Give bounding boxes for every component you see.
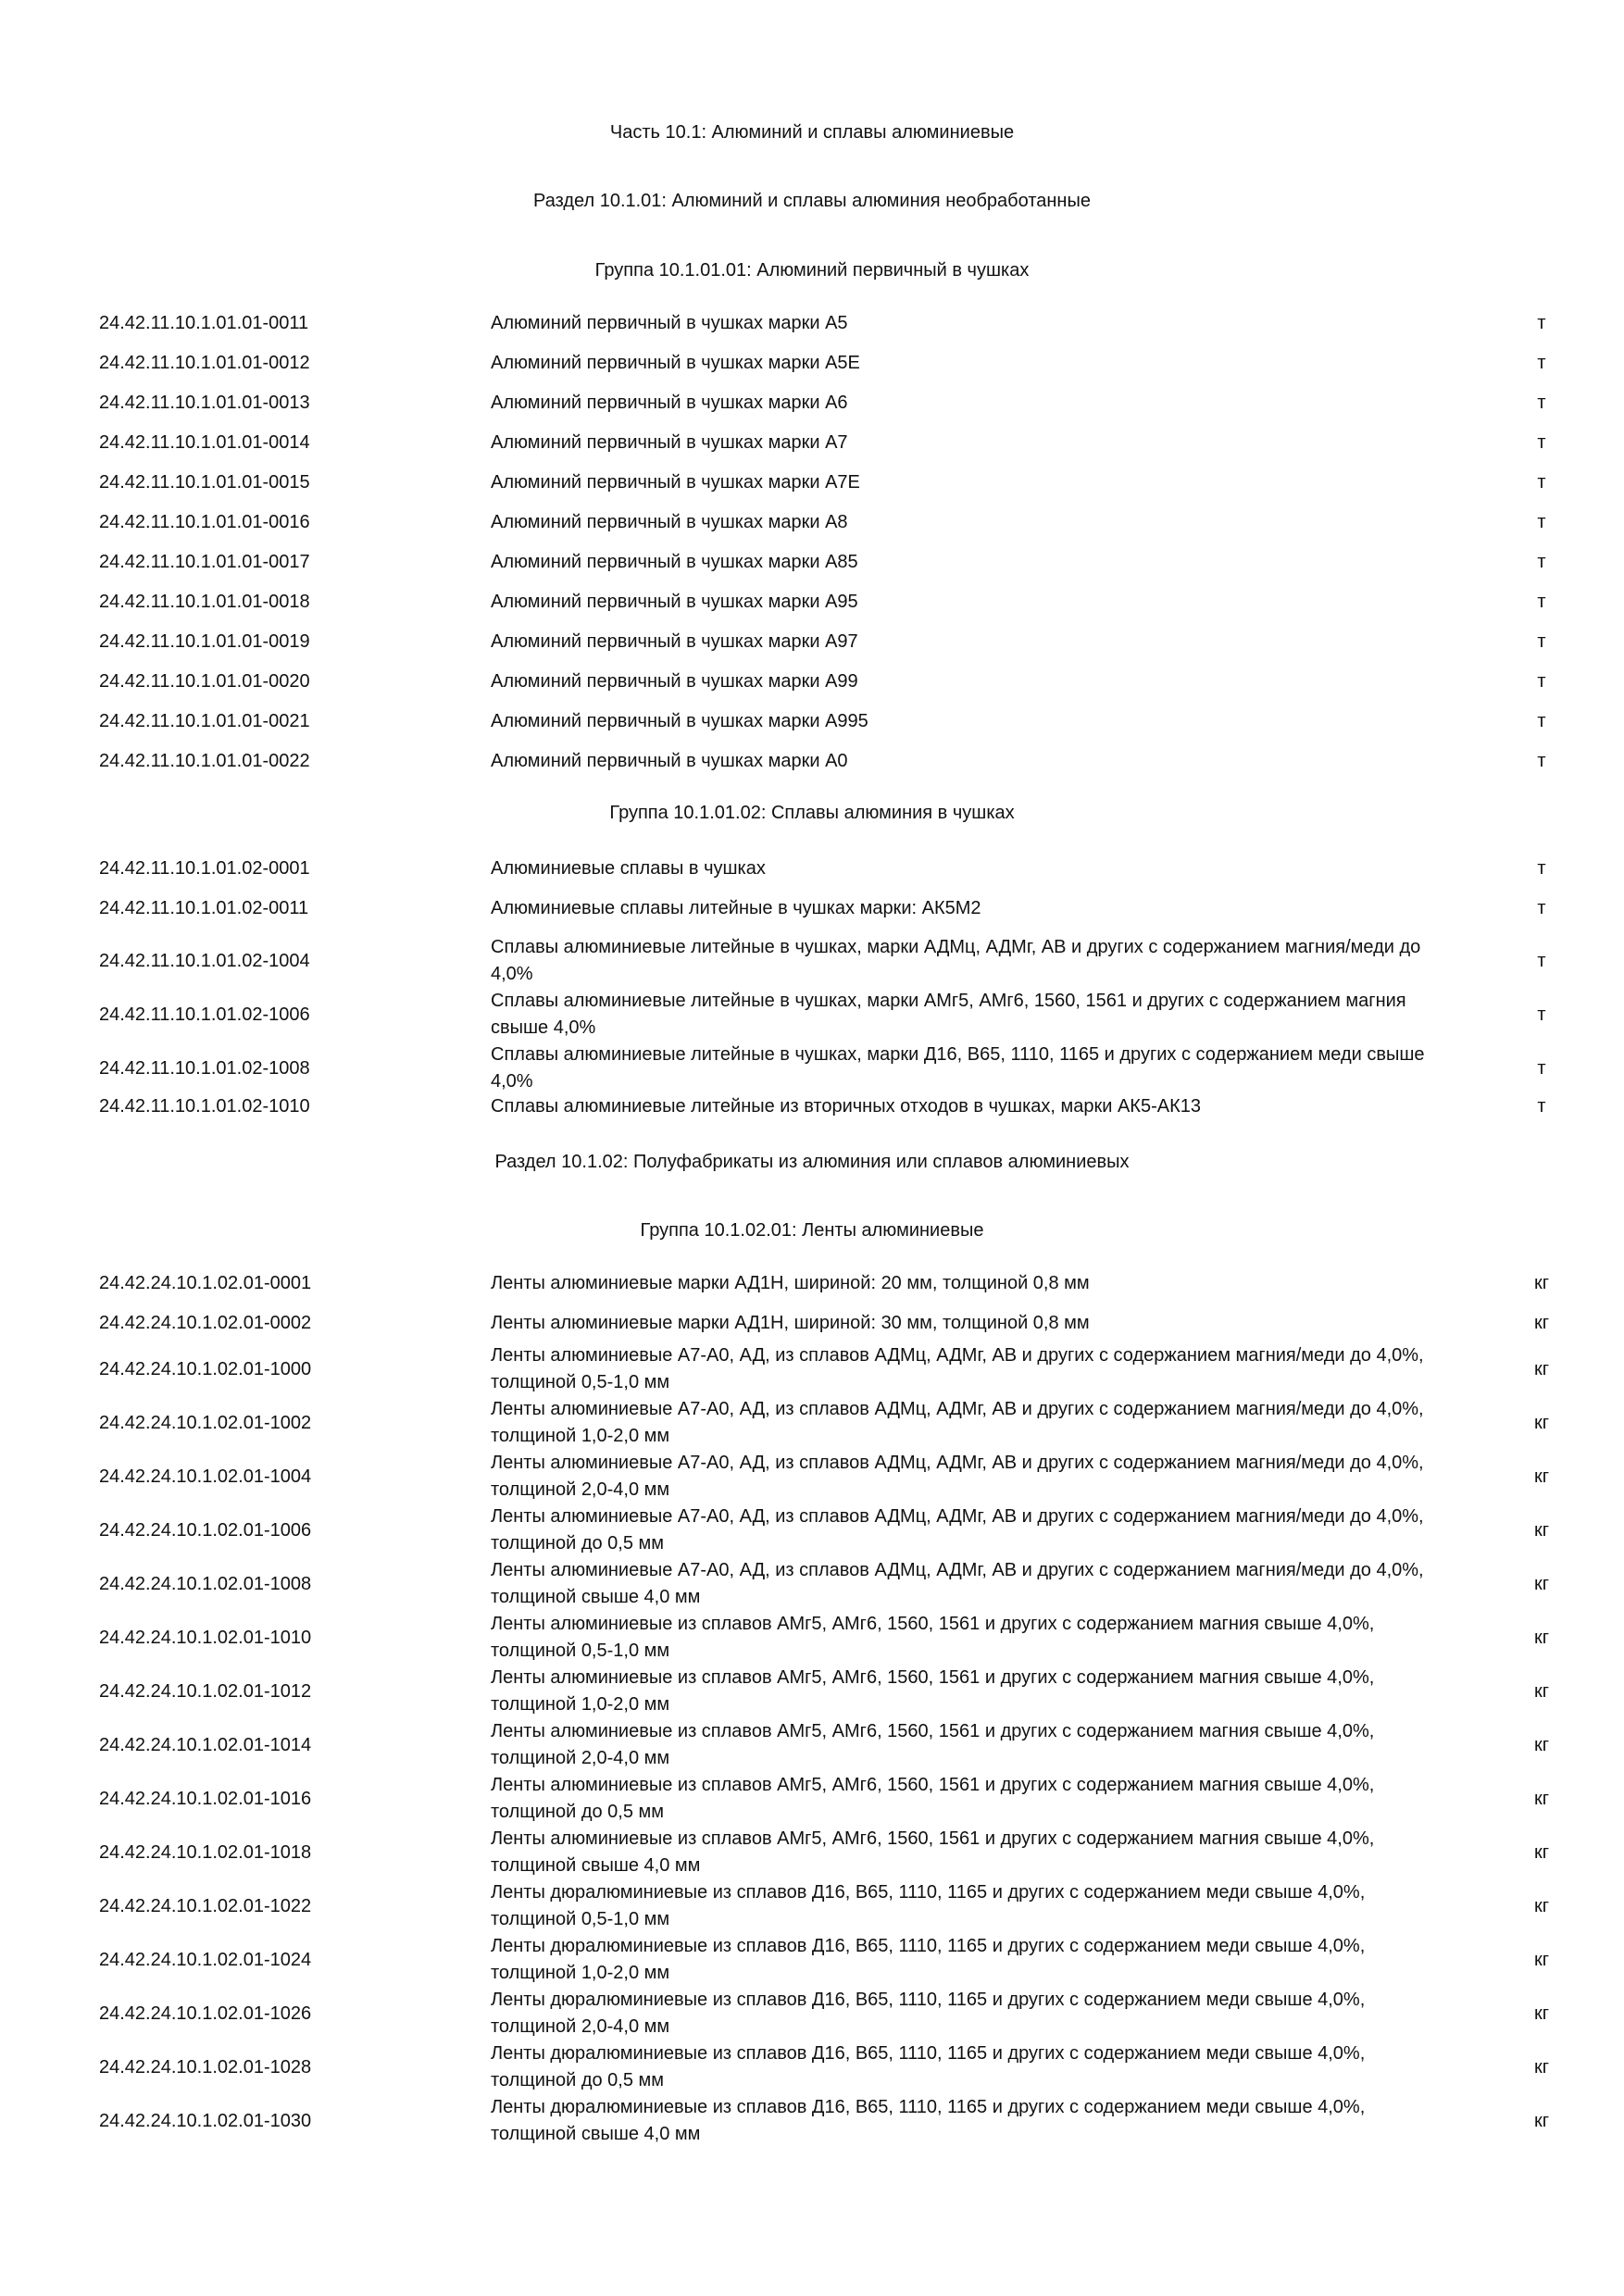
item-code: 24.42.11.10.1.01.02-1004 — [99, 951, 310, 971]
item-name: Ленты алюминиевые из сплавов АМг5, АМг6, 1560, 1561 и других с содержанием магния свыше 4,0%, толщиной до 0,5 мм — [491, 1775, 1375, 1822]
item-code: 24.42.24.10.1.02.01-1026 — [99, 2003, 312, 2024]
item-name: Алюминий первичный в чушках марки А8 — [491, 512, 848, 532]
item-unit: кг — [1533, 1574, 1550, 1594]
item-unit: т — [1537, 393, 1546, 413]
item-name: Сплавы алюминиевые литейные в чушках, марки АМг5, АМг6, 1560, 1561 и других с содержанием магния свыше 4,0% — [491, 991, 1406, 1038]
item-name: Ленты дюралюминиевые из сплавов Д16, В65, 1110, 1165 и других с содержанием меди свыше 4,0%, толщиной 2,0-4,0 мм — [491, 1990, 1366, 2037]
item-code: 24.42.24.10.1.02.01-1016 — [99, 1789, 312, 1809]
item-name: Ленты алюминиевые А7-А0, АД, из сплавов АДМц, АДМг, АВ и других с содержанием магния/меди до 4,0%, толщиной 0,5-1,0 мм — [491, 1345, 1424, 1392]
item-unit: кг — [1533, 1789, 1550, 1809]
item-name: Алюминий первичный в чушках марки А995 — [491, 711, 868, 731]
item-name: Алюминий первичный в чушках марки А0 — [491, 751, 848, 771]
item-code: 24.42.11.10.1.01.01-0013 — [99, 393, 310, 413]
item-unit: кг — [1533, 1842, 1550, 1863]
item-code: 24.42.24.10.1.02.01-1006 — [99, 1520, 312, 1541]
item-unit: т — [1537, 472, 1546, 493]
item-name: Ленты алюминиевые из сплавов АМг5, АМг6, 1560, 1561 и других с содержанием магния свыше 4,0%, толщиной 0,5-1,0 мм — [491, 1614, 1375, 1661]
item-unit: т — [1537, 313, 1546, 333]
item-unit: кг — [1533, 1466, 1550, 1487]
item-unit: т — [1537, 552, 1546, 572]
item-name: Ленты дюралюминиевые из сплавов Д16, В65, 1110, 1165 и других с содержанием меди свыше 4,0%, толщиной свыше 4,0 мм — [491, 2097, 1366, 2144]
item-code: 24.42.24.10.1.02.01-1004 — [99, 1466, 312, 1487]
item-name: Ленты алюминиевые из сплавов АМг5, АМг6, 1560, 1561 и других с содержанием магния свыше 4,0%, толщиной 2,0-4,0 мм — [491, 1721, 1375, 1768]
item-code: 24.42.11.10.1.01.01-0017 — [99, 552, 310, 572]
item-name: Алюминиевые сплавы литейные в чушках марки: АК5М2 — [491, 898, 981, 918]
item-name: Ленты алюминиевые марки АД1Н, шириной: 30 мм, толщиной 0,8 мм — [491, 1313, 1090, 1333]
item-code: 24.42.11.10.1.01.01-0016 — [99, 512, 310, 532]
item-name: Ленты алюминиевые из сплавов АМг5, АМг6, 1560, 1561 и других с содержанием магния свыше 4,0%, толщиной свыше 4,0 мм — [491, 1828, 1375, 1876]
item-unit: т — [1537, 592, 1546, 612]
item-name: Ленты алюминиевые из сплавов АМг5, АМг6, 1560, 1561 и других с содержанием магния свыше 4,0%, толщиной 1,0-2,0 мм — [491, 1667, 1375, 1715]
group-title: Группа 10.1.01.02: Сплавы алюминия в чушках — [609, 803, 1015, 823]
item-name: Алюминий первичный в чушках марки А95 — [491, 592, 858, 612]
item-name: Алюминий первичный в чушках марки А7Е — [491, 472, 860, 493]
item-code: 24.42.11.10.1.01.01-0022 — [99, 751, 310, 771]
item-unit: кг — [1533, 1628, 1550, 1648]
item-unit: т — [1537, 671, 1546, 692]
part-title: Часть 10.1: Алюминий и сплавы алюминиевые — [609, 122, 1015, 143]
item-name: Алюминий первичный в чушках марки А99 — [491, 671, 858, 692]
item-unit: кг — [1533, 1520, 1550, 1541]
item-name: Алюминий первичный в чушках марки А6 — [491, 393, 848, 413]
item-unit: кг — [1533, 2003, 1550, 2024]
group-title: Группа 10.1.01.01: Алюминий первичный в чушках — [594, 260, 1030, 281]
item-name: Алюминий первичный в чушках марки А5 — [491, 313, 848, 333]
item-unit: т — [1537, 711, 1546, 731]
item-code: 24.42.24.10.1.02.01-1002 — [99, 1413, 312, 1433]
item-unit: кг — [1533, 1413, 1550, 1433]
item-code: 24.42.24.10.1.02.01-0002 — [99, 1313, 312, 1333]
item-code: 24.42.24.10.1.02.01-1018 — [99, 1842, 312, 1863]
item-name: Алюминий первичный в чушках марки А97 — [491, 631, 858, 652]
item-unit: кг — [1533, 1359, 1550, 1379]
section-title: Раздел 10.1.02: Полуфабрикаты из алюминия или сплавов алюминиевых — [494, 1152, 1130, 1172]
item-name: Ленты дюралюминиевые из сплавов Д16, В65, 1110, 1165 и других с содержанием меди свыше 4,0%, толщиной 1,0-2,0 мм — [491, 1936, 1366, 1983]
item-unit: т — [1537, 512, 1546, 532]
item-name: Сплавы алюминиевые литейные из вторичных отходов в чушках, марки АК5-АК13 — [491, 1096, 1201, 1117]
item-name: Ленты алюминиевые А7-А0, АД, из сплавов АДМц, АДМг, АВ и других с содержанием магния/меди до 4,0%, толщиной 1,0-2,0 мм — [491, 1399, 1424, 1446]
item-unit: кг — [1533, 1313, 1550, 1333]
item-unit: кг — [1533, 1273, 1550, 1293]
item-name: Ленты алюминиевые марки АД1Н, шириной: 20 мм, толщиной 0,8 мм — [491, 1273, 1090, 1293]
item-code: 24.42.24.10.1.02.01-1022 — [99, 1896, 312, 1916]
item-code: 24.42.11.10.1.01.01-0015 — [99, 472, 310, 493]
item-name: Алюминиевые сплавы в чушках — [491, 858, 766, 879]
item-name: Ленты алюминиевые А7-А0, АД, из сплавов АДМц, АДМг, АВ и других с содержанием магния/меди до 4,0%, толщиной до 0,5 мм — [491, 1506, 1424, 1554]
item-code: 24.42.11.10.1.01.02-1010 — [99, 1096, 310, 1117]
item-unit: т — [1537, 631, 1546, 652]
item-code: 24.42.24.10.1.02.01-1024 — [99, 1950, 312, 1970]
item-code: 24.42.24.10.1.02.01-1030 — [99, 2111, 312, 2131]
item-code: 24.42.11.10.1.01.01-0020 — [99, 671, 310, 692]
item-name: Ленты алюминиевые А7-А0, АД, из сплавов АДМц, АДМг, АВ и других с содержанием магния/меди до 4,0%, толщиной свыше 4,0 мм — [491, 1560, 1424, 1607]
section-title: Раздел 10.1.01: Алюминий и сплавы алюминия необработанные — [533, 191, 1091, 211]
item-code: 24.42.11.10.1.01.02-1008 — [99, 1058, 310, 1079]
item-name: Алюминий первичный в чушках марки А85 — [491, 552, 858, 572]
item-code: 24.42.24.10.1.02.01-1014 — [99, 1735, 312, 1755]
item-code: 24.42.11.10.1.01.01-0019 — [99, 631, 310, 652]
item-code: 24.42.24.10.1.02.01-1012 — [99, 1681, 312, 1702]
item-code: 24.42.11.10.1.01.01-0014 — [99, 432, 310, 453]
item-unit: т — [1537, 951, 1546, 971]
item-unit: т — [1537, 432, 1546, 453]
item-unit: т — [1537, 898, 1546, 918]
item-name: Ленты алюминиевые А7-А0, АД, из сплавов АДМц, АДМг, АВ и других с содержанием магния/меди до 4,0%, толщиной 2,0-4,0 мм — [491, 1453, 1424, 1500]
group-title: Группа 10.1.02.01: Ленты алюминиевые — [640, 1220, 984, 1241]
item-code: 24.42.11.10.1.01.01-0018 — [99, 592, 310, 612]
item-unit: кг — [1533, 2057, 1550, 2078]
item-code: 24.42.11.10.1.01.01-0021 — [99, 711, 310, 731]
item-code: 24.42.11.10.1.01.01-0011 — [99, 313, 309, 333]
item-unit: кг — [1533, 1950, 1550, 1970]
item-unit: кг — [1533, 1681, 1550, 1702]
item-code: 24.42.11.10.1.01.01-0012 — [99, 353, 310, 373]
item-unit: т — [1537, 751, 1546, 771]
item-unit: кг — [1533, 2111, 1550, 2131]
item-name: Алюминий первичный в чушках марки А5Е — [491, 353, 860, 373]
item-code: 24.42.24.10.1.02.01-1028 — [99, 2057, 312, 2078]
item-unit: т — [1537, 1004, 1546, 1025]
item-code: 24.42.11.10.1.01.02-0001 — [99, 858, 310, 879]
item-code: 24.42.24.10.1.02.01-0001 — [99, 1273, 312, 1293]
item-unit: т — [1537, 353, 1546, 373]
item-name: Сплавы алюминиевые литейные в чушках, марки АДМц, АДМг, АВ и других с содержанием магния/меди до 4,0% — [491, 937, 1421, 984]
item-code: 24.42.24.10.1.02.01-1008 — [99, 1574, 312, 1594]
item-name: Сплавы алюминиевые литейные в чушках, марки Д16, В65, 1110, 1165 и других с содержанием меди свыше 4,0% — [491, 1044, 1425, 1092]
item-code: 24.42.24.10.1.02.01-1010 — [99, 1628, 312, 1648]
item-name: Ленты дюралюминиевые из сплавов Д16, В65, 1110, 1165 и других с содержанием меди свыше 4,0%, толщиной 0,5-1,0 мм — [491, 1882, 1366, 1929]
item-code: 24.42.11.10.1.01.02-1006 — [99, 1004, 310, 1025]
item-unit: т — [1537, 858, 1546, 879]
item-unit: кг — [1533, 1735, 1550, 1755]
item-name: Алюминий первичный в чушках марки А7 — [491, 432, 848, 453]
item-unit: т — [1537, 1096, 1546, 1117]
item-unit: кг — [1533, 1896, 1550, 1916]
item-unit: т — [1537, 1058, 1546, 1079]
item-code: 24.42.11.10.1.01.02-0011 — [99, 898, 309, 918]
item-name: Ленты дюралюминиевые из сплавов Д16, В65, 1110, 1165 и других с содержанием меди свыше 4,0%, толщиной до 0,5 мм — [491, 2043, 1366, 2090]
item-code: 24.42.24.10.1.02.01-1000 — [99, 1359, 312, 1379]
